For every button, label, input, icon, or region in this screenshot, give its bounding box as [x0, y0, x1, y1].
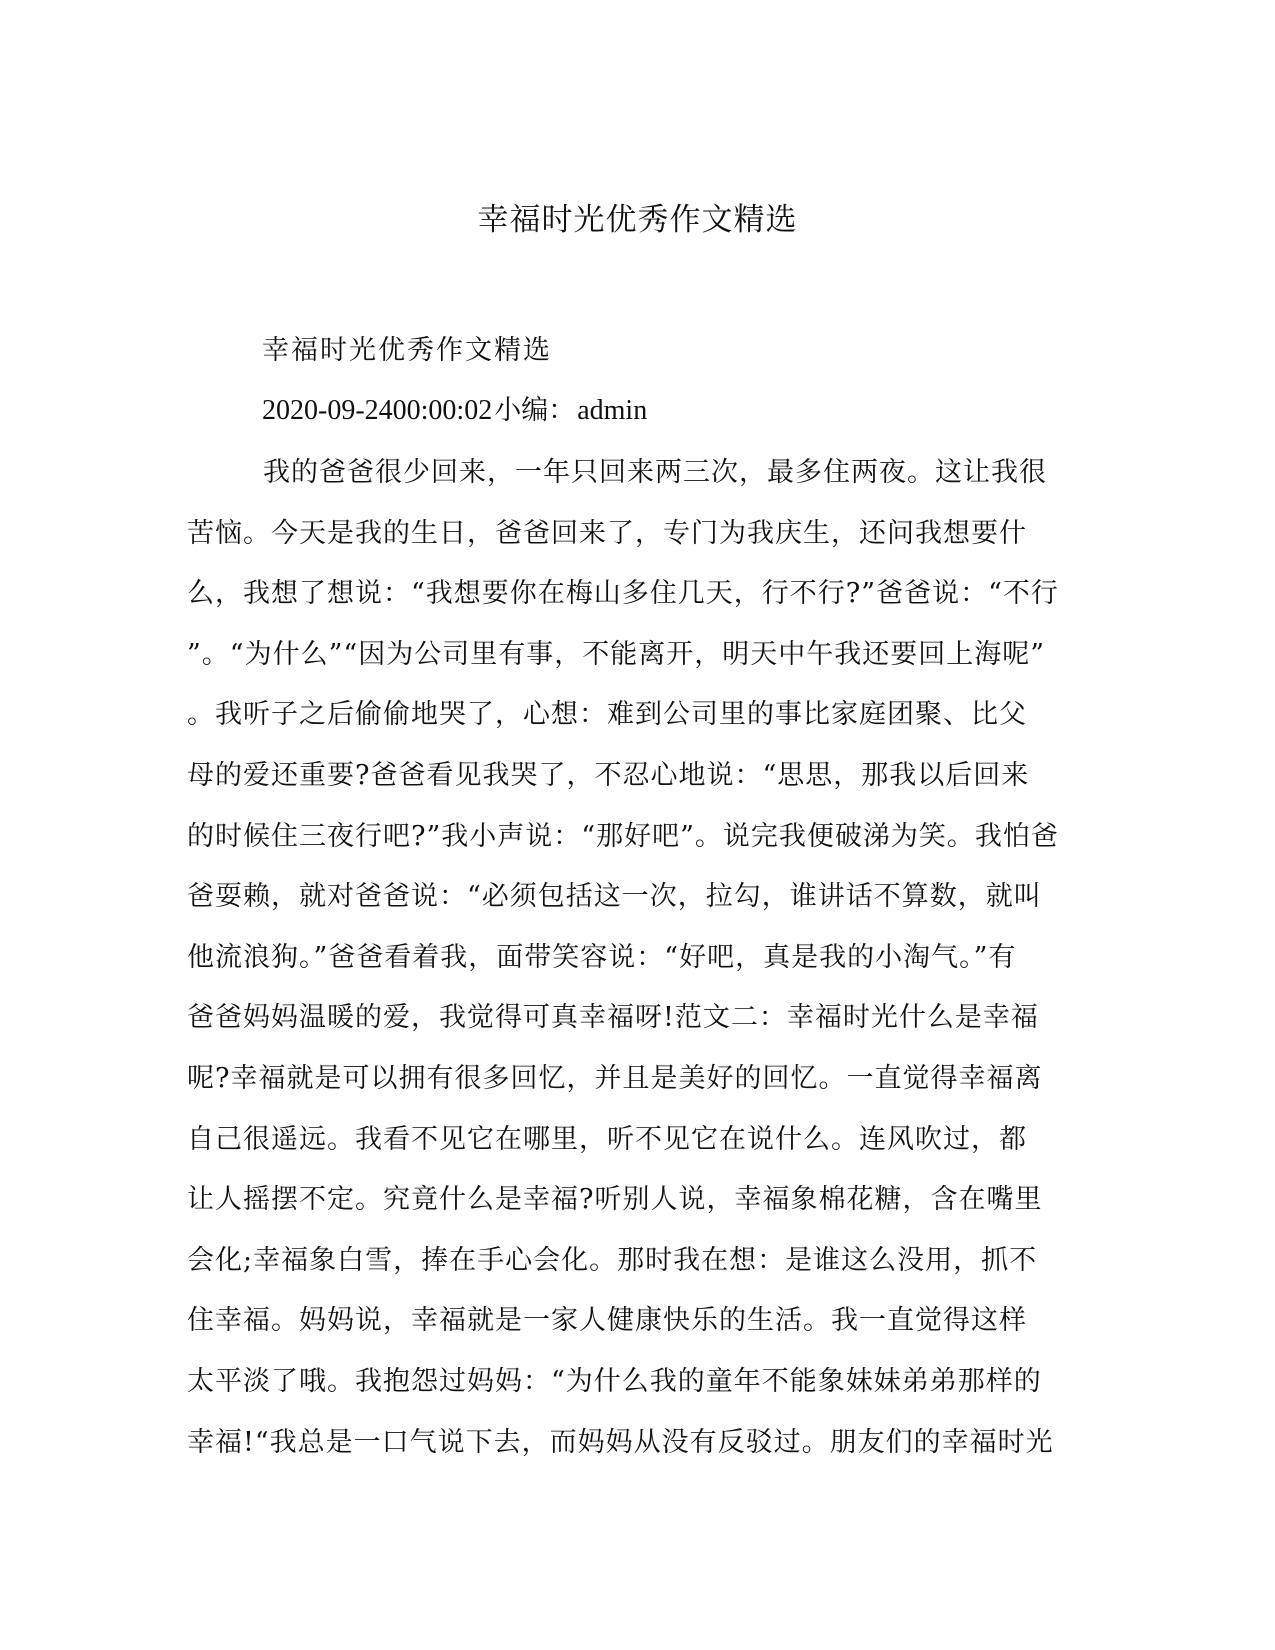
- body-line: 的时候住三夜行吧?”我小声说：“那好吧”。说完我便破涕为笑。我怕爸: [187, 820, 1059, 852]
- body-line: 呢?幸福就是可以拥有很多回忆，并且是美好的回忆。一直觉得幸福离: [187, 1062, 1043, 1094]
- body-line: 我的爸爸很少回来，一年只回来两三次，最多住两夜。这让我很: [263, 457, 1047, 488]
- article-body: [187, 443, 1087, 1473]
- body-line: 幸福!“我总是一口气说下去，而妈妈从没有反驳过。朋友们的幸福时光: [187, 1426, 1054, 1458]
- publish-date: 2020-09-2400:00:02: [262, 395, 493, 426]
- body-line: 么，我想了想说：“我想要你在梅山多住几天，行不行?”爸爸说：“不行: [187, 578, 1059, 610]
- body-line: 苦恼。今天是我的生日，爸爸回来了，专门为我庆生，还问我想要什: [187, 517, 1027, 549]
- body-line: ”。“为什么”“因为公司里有事，不能离开，明天中午我还要回上海呢”: [187, 638, 1046, 670]
- body-line: 太平淡了哦。我抱怨过妈妈：“为什么我的童年不能象妹妹弟弟那样的: [187, 1365, 1042, 1397]
- body-line: 自己很遥远。我看不见它在哪里，听不见它在说什么。连风吹过，都: [187, 1123, 1027, 1155]
- body-line: 母的爱还重要?爸爸看见我哭了，不忍心地说：“思思，那我以后回来: [187, 759, 1030, 791]
- author-name: admin: [577, 395, 648, 426]
- body-line: 爸耍赖，就对爸爸说：“必须包括这一次，拉勾，谁讲话不算数，就叫: [187, 881, 1042, 913]
- body-line: 会化;幸福象白雪，捧在手心会化。那时我在想：是谁这么没用，抓不: [187, 1244, 1038, 1276]
- document-meta: [262, 381, 1062, 441]
- body-line: 住幸福。妈妈说，幸福就是一家人健康快乐的生活。我一直觉得这样: [187, 1305, 1027, 1337]
- body-line: 。我听子之后偷偷地哭了，心想：难到公司里的事比家庭团聚、比父: [187, 699, 1027, 731]
- document-title: 幸福时光优秀作文精选: [477, 202, 798, 238]
- body-line: 让人摇摆不定。究竟什么是幸福?听别人说，幸福象棉花糖，含在嘴里: [187, 1184, 1043, 1216]
- document-subtitle: 幸福时光优秀作文精选: [262, 335, 552, 366]
- body-line: 爸爸妈妈温暖的爱，我觉得可真幸福呀!范文二：幸福时光什么是幸福: [187, 1002, 1039, 1034]
- author-label: 小编：: [494, 395, 576, 426]
- body-line: 他流浪狗。”爸爸看着我，面带笑容说：“好吧，真是我的小淘气。”有: [187, 941, 1017, 973]
